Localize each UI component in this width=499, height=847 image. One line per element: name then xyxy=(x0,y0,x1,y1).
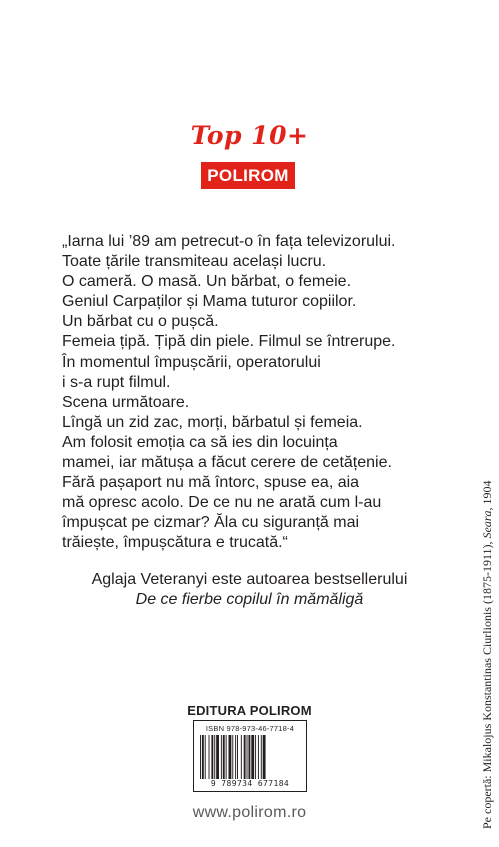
back-cover-quote xyxy=(62,232,462,554)
quote-line: „Iarna lui ’89 am petrecut-o în fața televizorului. xyxy=(62,233,396,250)
quote-line: mamei, iar mătușa a făcut cerere de cetățenie. xyxy=(62,454,392,472)
author-note: Aglaja Veteranyi este autoarea bestsellerului xyxy=(91,571,408,588)
quote-line: În momentul împușcării, operatorului xyxy=(62,353,321,371)
quote-line: Geniul Carpaților și Mama tuturor copiilor. xyxy=(62,293,357,311)
cover-credit xyxy=(480,480,495,829)
quote-line: i s-a rupt filmul. xyxy=(62,373,171,391)
book-title: De ce fierbe copilul în mămăligă xyxy=(135,591,364,608)
cover-credit-title: Seara xyxy=(480,510,494,539)
quote-line: mă opresc acolo. De ce nu ne arată cum l-au xyxy=(62,494,382,512)
barcode-digits: 9 789734 677184 xyxy=(210,779,290,788)
quote-line: Lîngă un zid zac, morți, bărbatul și femeia. xyxy=(62,413,363,431)
quote-line: Fără pașaport nu mă întorc, spuse ea, aia xyxy=(62,474,360,492)
publisher-name: EDITURA POLIROM xyxy=(187,703,312,718)
series-logo: Top 10+ xyxy=(190,121,309,150)
cover-credit-prefix: Pe copertă: Mikalojus Konstantinas Ciurlionis (1875-1911), xyxy=(480,538,494,829)
quote-line: Un bărbat cu o pușcă. xyxy=(62,313,219,331)
quote-line: Femeia țipă. Țipă din piele. Filmul se întrerupe. xyxy=(62,333,396,351)
quote-line: Am folosit emoția ca să ies din locuința xyxy=(62,433,338,451)
quote-line: Scena următoare. xyxy=(62,393,190,411)
publisher-logo-badge: POLIROM xyxy=(201,162,295,189)
cover-credit-suffix: , 1904 xyxy=(480,480,494,511)
publisher-website: www.polirom.ro xyxy=(192,804,307,821)
quote-line: Toate țările transmiteau același lucru. xyxy=(62,253,327,271)
quote-line: O cameră. O masă. Un bărbat, o femeie. xyxy=(62,273,352,291)
isbn-barcode-box xyxy=(193,720,307,792)
quote-line: împușcat pe cizmar? Ăla cu siguranță mai xyxy=(62,514,360,532)
isbn-text: ISBN 978-973-46-7718-4 xyxy=(205,724,295,733)
quote-line: trăiește, împușcătura e trucată.“ xyxy=(62,534,288,552)
barcode-icon xyxy=(200,735,300,779)
